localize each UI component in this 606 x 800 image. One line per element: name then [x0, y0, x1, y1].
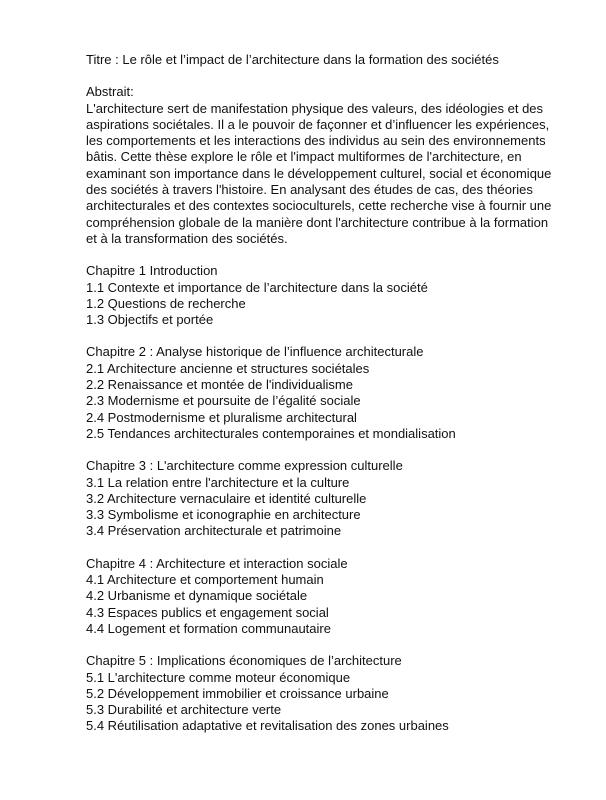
abstract-line: L'architecture sert de manifestation physique des valeurs, des idéologies et des [86, 100, 544, 116]
chapter-heading: Chapitre 1 Introduction [86, 263, 218, 279]
chapter-item: 5.2 Développement immobilier et croissance urbaine [86, 685, 389, 701]
chapter-heading: Chapitre 5 : Implications économiques de l’architecture [86, 653, 402, 669]
abstract-line: architecturales et des contextes socioculturels, cette recherche vise à fournir une [86, 198, 552, 214]
chapter-item: 4.4 Logement et formation communautaire [86, 620, 331, 636]
chapter-5-section [86, 653, 576, 734]
abstract-line: les comportements et les interactions des individus au sein des environnements [86, 133, 546, 149]
chapter-2-section [86, 344, 576, 442]
chapter-item: 2.3 Modernisme et poursuite de l’égalité sociale [86, 393, 361, 409]
chapter-item: 2.4 Postmodernisme et pluralisme architectural [86, 409, 357, 425]
abstract-line: examinant son importance dans le développement culturel, social et économique [86, 165, 552, 181]
chapter-4-section [86, 556, 576, 637]
chapter-item: 1.3 Objectifs et portée [86, 312, 214, 328]
chapter-item: 5.1 L'architecture comme moteur économique [86, 669, 351, 685]
abstract-line: bâtis. Cette thèse explore le rôle et l'impact multiformes de l'architecture, en [86, 149, 522, 165]
chapter-item: 3.4 Préservation architecturale et patrimoine [86, 523, 342, 539]
chapter-item: 1.2 Questions de recherche [86, 295, 246, 311]
chapter-item: 4.1 Architecture et comportement humain [86, 572, 324, 588]
chapter-item: 2.5 Tendances architecturales contemporaines et mondialisation [86, 425, 456, 441]
chapter-heading: Chapitre 2 : Analyse historique de l’influence architecturale [86, 344, 424, 360]
chapter-item: 2.1 Architecture ancienne et structures sociétales [86, 360, 370, 376]
abstract-line: aspirations sociétales. Il a le pouvoir de façonner et d’influencer les expériences, [86, 116, 550, 132]
chapter-item: 4.3 Espaces publics et engagement social [86, 604, 329, 620]
chapter-item: 3.3 Symbolisme et iconographie en architecture [86, 507, 361, 523]
chapter-item: 4.2 Urbanisme et dynamique sociétale [86, 588, 308, 604]
chapter-heading: Chapitre 3 : L'architecture comme expression culturelle [86, 458, 403, 474]
chapter-item: 3.1 La relation entre l'architecture et la culture [86, 474, 350, 490]
chapter-item: 1.1 Contexte et importance de l’architecture dans la société [86, 279, 428, 295]
chapter-1-section [86, 263, 576, 328]
chapter-heading: Chapitre 4 : Architecture et interaction sociale [86, 555, 348, 571]
abstract-body [86, 101, 576, 248]
document-title: Titre : Le rôle et l’impact de l’architecture dans la formation des sociétés [86, 52, 499, 67]
chapter-item: 5.4 Réutilisation adaptative et revitalisation des zones urbaines [86, 718, 449, 734]
abstract-line: compréhension globale de la manière dont l'architecture contribue à la formation [86, 214, 549, 230]
abstract-section [86, 84, 576, 247]
chapter-3-section [86, 458, 576, 539]
abstract-line: des sociétés à travers l'histoire. En analysant des études de cas, des théories [86, 182, 533, 198]
chapter-item: 3.2 Architecture vernaculaire et identité culturelle [86, 490, 367, 506]
abstract-heading: Abstrait: [86, 84, 134, 100]
chapter-item: 2.2 Renaissance et montée de l'individualisme [86, 377, 353, 393]
chapter-item: 5.3 Durabilité et architecture verte [86, 702, 282, 718]
document-content [86, 52, 576, 735]
abstract-line: et à la transformation des sociétés. [86, 230, 288, 246]
